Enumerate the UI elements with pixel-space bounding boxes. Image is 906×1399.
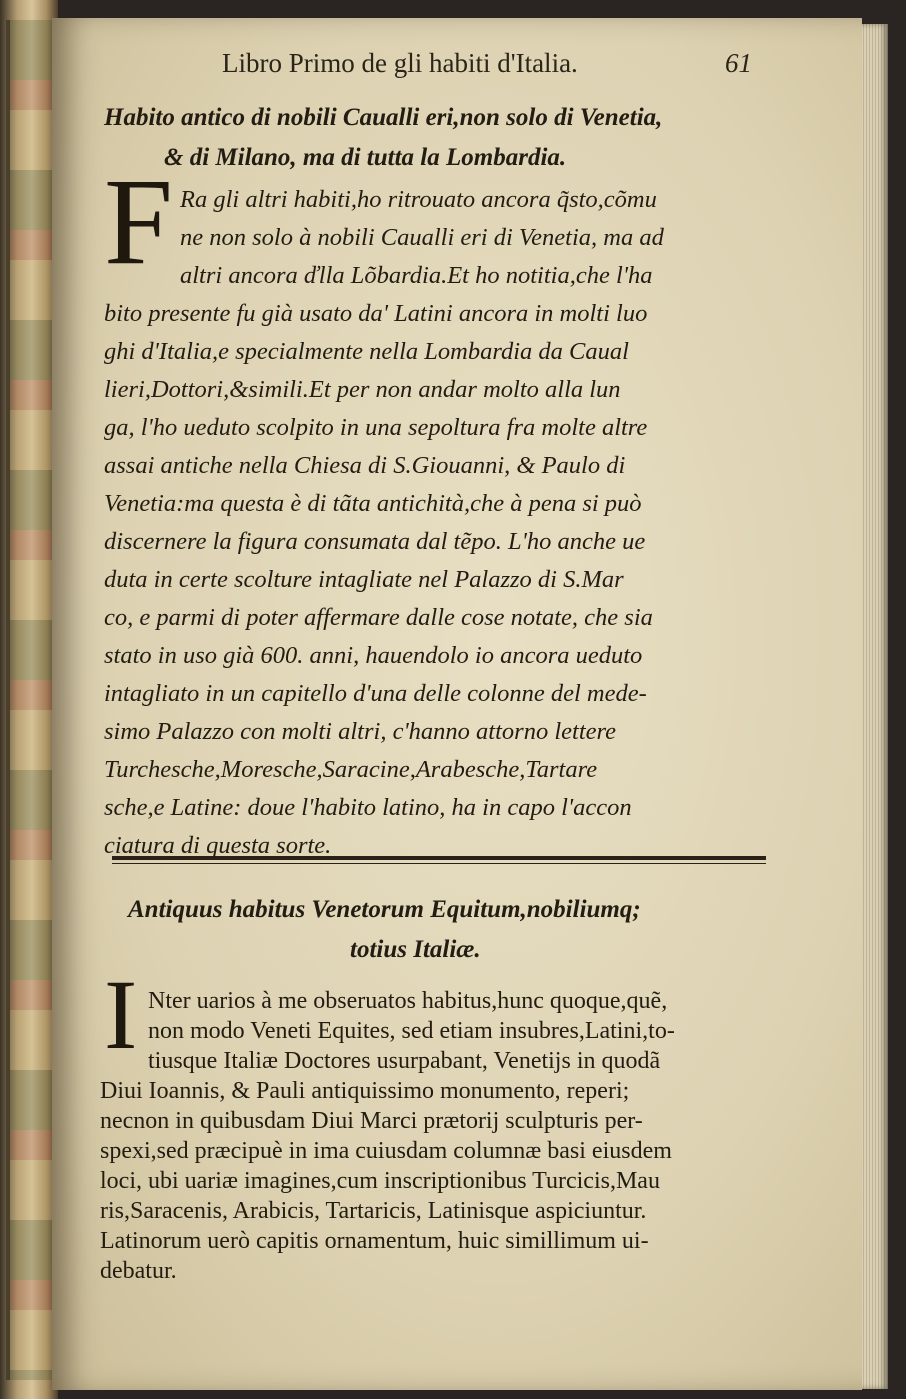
latin-line: Latinorum uerò capitis ornamentum, huic simillimum ui-: [100, 1228, 649, 1254]
italian-line: intagliato in un capitello d'una delle colonne del mede-: [104, 680, 647, 707]
italian-line: stato in uso già 600. anni, hauendolo io ancora ueduto: [104, 642, 643, 669]
latin-line: spexi,sed præcipuè in ima cuiusdam columnæ basi eiusdem: [100, 1138, 672, 1164]
italian-line: ghi d'Italia,e specialmente nella Lombardia da Caual: [104, 338, 629, 365]
section-divider-thin: [112, 863, 766, 864]
latin-line: ris,Saracenis, Arabicis, Tartaricis, Latinisque aspiciuntur.: [100, 1198, 647, 1224]
italian-line: Ra gli altri habiti,ho ritrouato ancora q̃sto,cõmu: [180, 186, 657, 213]
latin-heading-line-2: totius Italiæ.: [350, 936, 481, 963]
italian-line: ciatura di questa sorte.: [104, 832, 332, 859]
italian-heading-line-2: & di Milano, ma di tutta la Lombardia.: [164, 144, 567, 171]
drop-cap: I: [104, 959, 138, 1070]
italian-line: bito presente fu già usato da' Latini ancora in molti luo: [104, 300, 648, 327]
italian-line: co, e parmi di poter affermare dalle cose notate, che sia: [104, 604, 653, 631]
italian-line: Venetia:ma questa è di tãta antichità,che à pena si può: [104, 490, 642, 517]
ornamental-border: [6, 20, 57, 1380]
italian-line: ga, l'ho ueduto scolpito in una sepoltura fra molte altre: [104, 414, 648, 441]
latin-line: tiusque Italiæ Doctores usurpabant, Venetijs in quodã: [148, 1048, 661, 1074]
italian-line: duta in certe scolture intagliate nel Palazzo di S.Mar: [104, 566, 624, 593]
drop-cap: F: [104, 153, 173, 290]
latin-line: necnon in quibusdam Diui Marci prætorij sculpturis per-: [100, 1108, 643, 1134]
latin-heading-line-1: Antiquus habitus Venetorum Equitum,nobiliumq;: [128, 896, 641, 923]
italian-line: sche,e Latine: doue l'habito latino, ha in capo l'accon: [104, 794, 632, 821]
running-head: [222, 48, 752, 88]
italian-heading-line-1: Habito antico di nobili Caualli eri,non solo di Venetia,: [104, 104, 663, 131]
italian-line: altri ancora ďlla Lõbardia.Et ho notitia,che l'ha: [180, 262, 653, 289]
latin-line: non modo Veneti Equites, sed etiam insubres,Latini,to-: [148, 1018, 675, 1044]
page-number: 61: [725, 48, 752, 78]
latin-line: Diui Ioannis, & Pauli antiquissimo monumento, reperi;: [100, 1078, 630, 1104]
latin-line: Nter uarios à me obseruatos habitus,hunc quoque,quẽ,: [148, 988, 668, 1014]
latin-line: loci, ubi uariæ imagines,cum inscriptionibus Turcicis,Mau: [100, 1168, 660, 1194]
italian-line: discernere la figura consumata dal tẽpo. L'ho anche ue: [104, 528, 646, 555]
italian-line: lieri,Dottori,&simili.Et per non andar molto alla lun: [104, 376, 621, 403]
italian-line: simo Palazzo con molti altri, c'hanno attorno lettere: [104, 718, 616, 745]
italian-line: Turchesche,Moresche,Saracine,Arabesche,Tartare: [104, 756, 598, 783]
italian-line: ne non solo à nobili Caualli eri di Venetia, ma ad: [180, 224, 664, 251]
page-edges: [858, 24, 888, 1389]
italian-line: assai antiche nella Chiesa di S.Giouanni, & Paulo di: [104, 452, 626, 479]
running-head-title: Libro Primo de gli habiti d'Italia.: [222, 48, 578, 78]
book-spine: [0, 0, 58, 1399]
latin-line: debatur.: [100, 1258, 177, 1284]
